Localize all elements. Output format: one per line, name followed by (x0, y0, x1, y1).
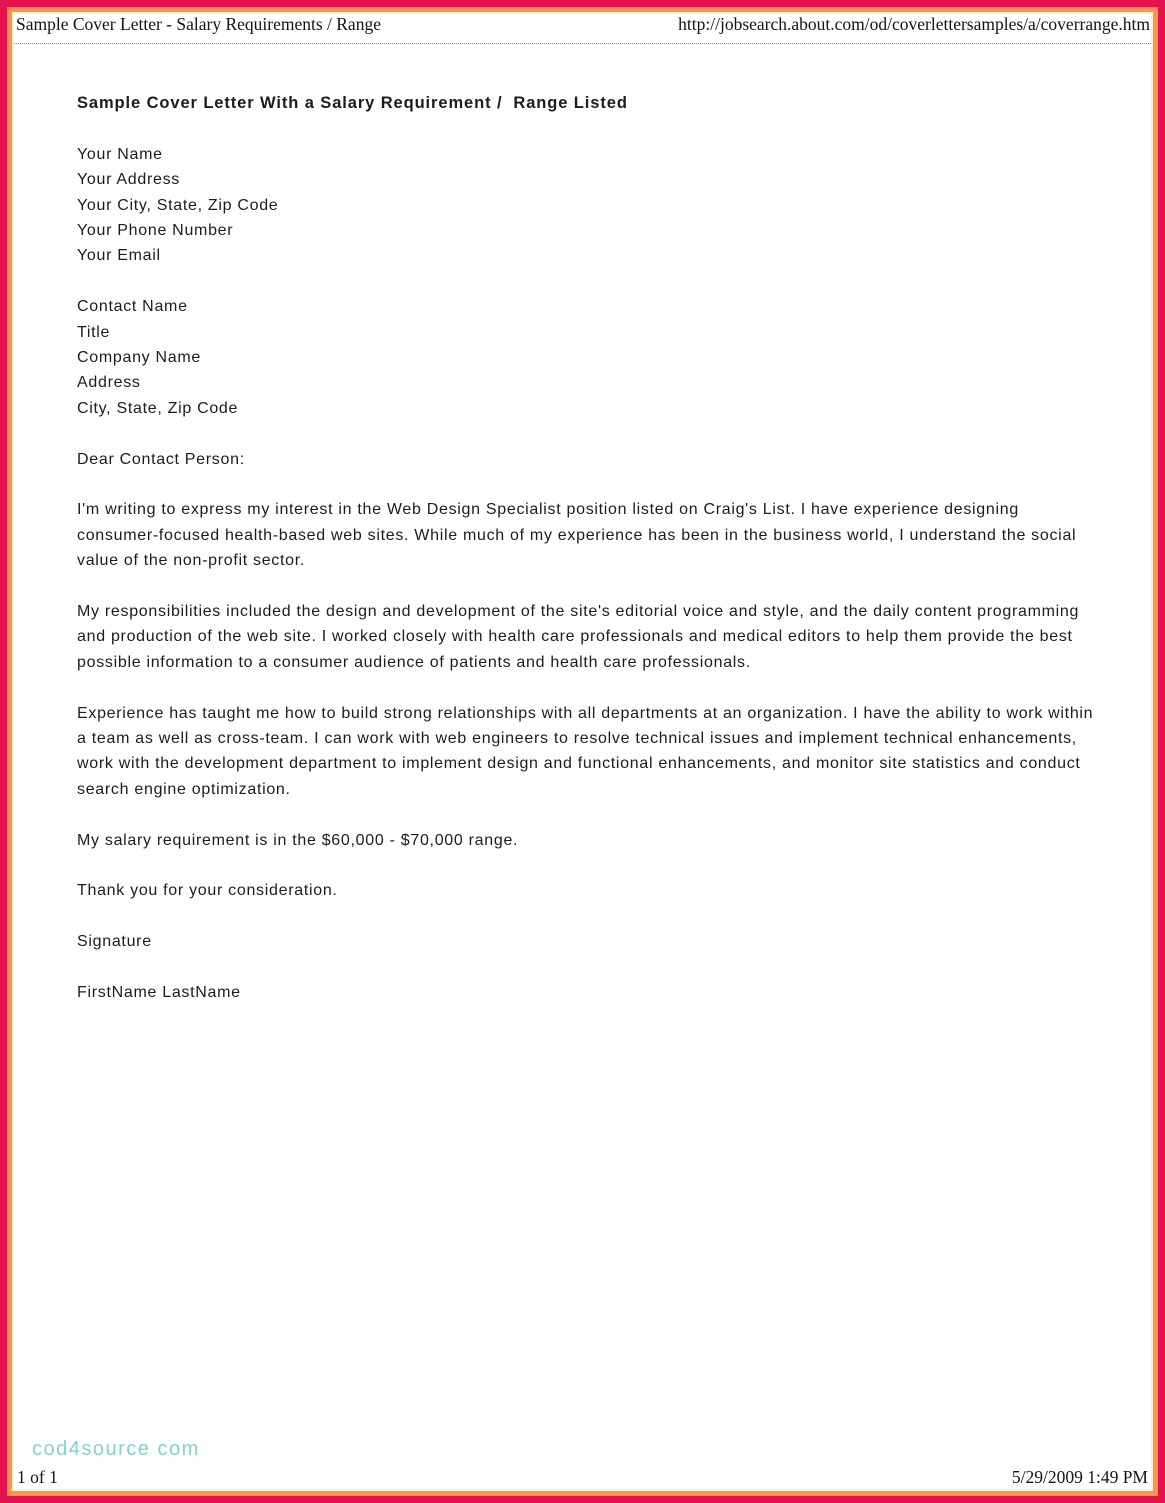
cover-letter (14, 44, 1151, 1005)
recipient-contact-name: Contact Name (77, 298, 188, 316)
sender-address: Your Address (77, 171, 180, 189)
recipient-title: Title (77, 323, 111, 341)
sender-city-state-zip: Your City, State, Zip Code (77, 196, 279, 214)
print-footer (14, 1467, 1151, 1489)
inner-orange-frame (7, 7, 1158, 1496)
watermark-text: cod4source com (32, 1438, 200, 1460)
closing-line: Thank you for your consideration. (77, 882, 338, 900)
letter-title: Sample Cover Letter With a Salary Requirement / Range Listed (77, 94, 628, 112)
sender-name: Your Name (77, 145, 163, 163)
recipient-block (77, 294, 1101, 421)
recipient-city-state-zip: City, State, Zip Code (77, 399, 239, 417)
page-content (12, 12, 1153, 1491)
body-paragraph-2: My responsibilities included the design and development of the site's editorial voice and style, and the daily content programming and production of the web site. I worked closely with health care professionals and medical editors to help them provide the best possible information to a consumer audience of patients and health care professionals. (77, 603, 1080, 671)
recipient-company: Company Name (77, 349, 202, 367)
sender-email: Your Email (77, 247, 161, 265)
body-paragraph-1: I'm writing to express my interest in the Web Design Specialist position listed on Craig's List. I have experience designing consumer-focused health-based web sites. While much of my experience has been in the business world, I understand the social value of the non-profit sector. (77, 501, 1077, 570)
print-header (14, 14, 1151, 44)
salutation: Dear Contact Person: (77, 450, 245, 468)
recipient-address: Address (77, 374, 141, 392)
page-number: 1 of 1 (17, 1467, 58, 1487)
print-header-url: http://jobsearch.about.com/od/coverlettersamples/a/coverrange.htm (678, 14, 1150, 34)
sender-phone: Your Phone Number (77, 222, 234, 240)
signed-name: FirstName LastName (77, 984, 241, 1002)
body-paragraph-3: Experience has taught me how to build strong relationships with all departments at an organization. I have the ability to work within a team as well as cross-team. I can work with web engineers to resolve technical issues and implement technical enhancements, work with the development department to implement design and functional enhancements, and monitor site statistics and conduct search engine optimization. (77, 704, 1094, 798)
sender-block (77, 142, 1101, 269)
signature-label: Signature (77, 933, 152, 951)
print-header-title: Sample Cover Letter - Salary Requirements / Range (16, 14, 381, 34)
salary-requirement-line: My salary requirement is in the $60,000 - $70,000 range. (77, 831, 519, 849)
print-timestamp: 5/29/2009 1:49 PM (1011, 1467, 1148, 1487)
